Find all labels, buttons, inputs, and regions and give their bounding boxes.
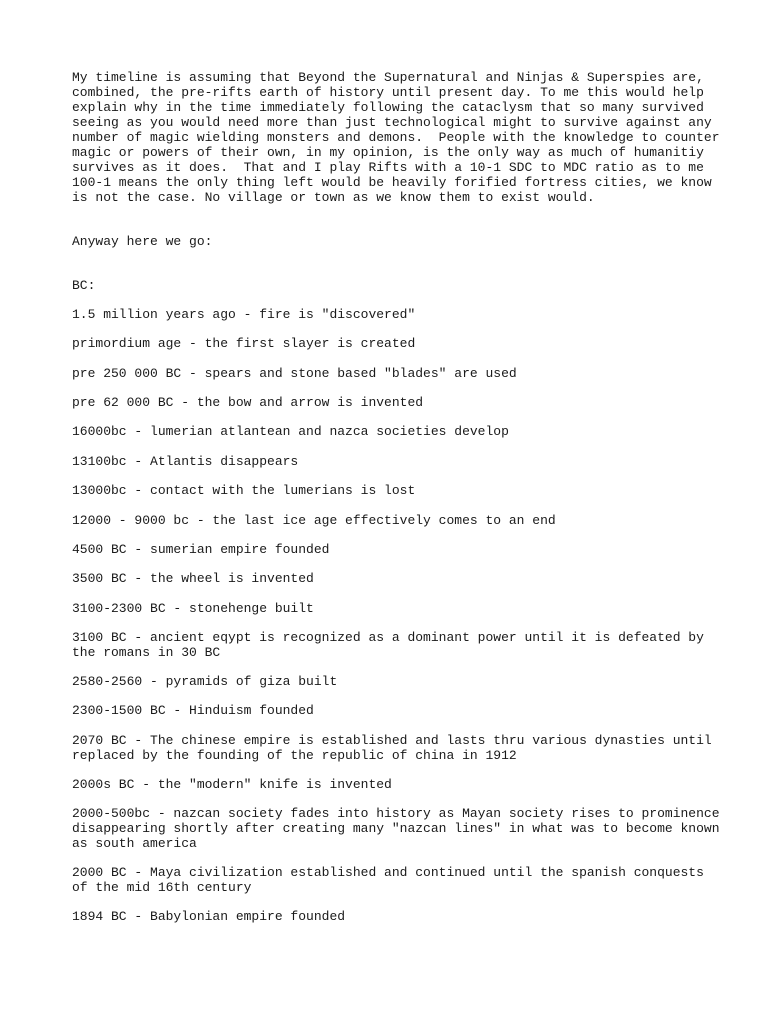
timeline-entry: 2070 BC - The chinese empire is established and lasts thru various dynasties until replaced by the founding of the republic of china in 1912 bbox=[72, 733, 712, 763]
bc-heading: BC: bbox=[72, 278, 96, 293]
timeline-entry: 16000bc - lumerian atlantean and nazca societies develop bbox=[72, 424, 509, 439]
timeline-entry: pre 250 000 BC - spears and stone based "blades" are used bbox=[72, 366, 517, 381]
timeline-entry: 12000 - 9000 bc - the last ice age effectively comes to an end bbox=[72, 513, 556, 528]
timeline-entry: 3500 BC - the wheel is invented bbox=[72, 571, 314, 586]
timeline-entry: 1894 BC - Babylonian empire founded bbox=[72, 909, 346, 924]
timeline-entry: 2300-1500 BC - Hinduism founded bbox=[72, 703, 314, 718]
timeline-entry: 2000s BC - the "modern" knife is invented bbox=[72, 777, 392, 792]
timeline-entry: 13000bc - contact with the lumerians is lost bbox=[72, 483, 416, 498]
timeline-entry: 2000-500bc - nazcan society fades into history as Mayan society rises to prominence disappearing shortly after creating many "nazcan lines" in what was to become known as south america bbox=[72, 806, 720, 851]
timeline-entry: 3100 BC - ancient eqypt is recognized as a dominant power until it is defeated by the romans in 30 BC bbox=[72, 630, 704, 660]
timeline-entry: pre 62 000 BC - the bow and arrow is invented bbox=[72, 395, 424, 410]
timeline-entry: primordium age - the first slayer is created bbox=[72, 336, 416, 351]
timeline-entry: 13100bc - Atlantis disappears bbox=[72, 454, 299, 469]
timeline-entry: 2000 BC - Maya civilization established and continued until the spanish conquests of the mid 16th century bbox=[72, 865, 704, 895]
timeline-entry: 1.5 million years ago - fire is "discovered" bbox=[72, 307, 416, 322]
timeline-entry: 2580-2560 - pyramids of giza built bbox=[72, 674, 338, 689]
timeline-entry: 3100-2300 BC - stonehenge built bbox=[72, 601, 314, 616]
timeline-entry: 4500 BC - sumerian empire founded bbox=[72, 542, 330, 557]
intro-paragraph: My timeline is assuming that Beyond the Supernatural and Ninjas & Superspies are, combined, the pre-rifts earth of history until present day. To me this would help explain why in the time immediately following the cataclysm that so many survived seeing as you would need more than just technological might to survive against any number of magic wielding monsters and demons. People with the knowledge to counter magic or powers of their own, in my opinion, is the only way as much of humanitiy survives as it does. That and I play Rifts with a 10-1 SDC to MDC ratio as to me 100-1 means the only thing left would be heavily forified fortress cities, we know is not the case. No village or town as we know them to exist would. bbox=[72, 70, 720, 205]
anyway-line: Anyway here we go: bbox=[72, 234, 213, 249]
